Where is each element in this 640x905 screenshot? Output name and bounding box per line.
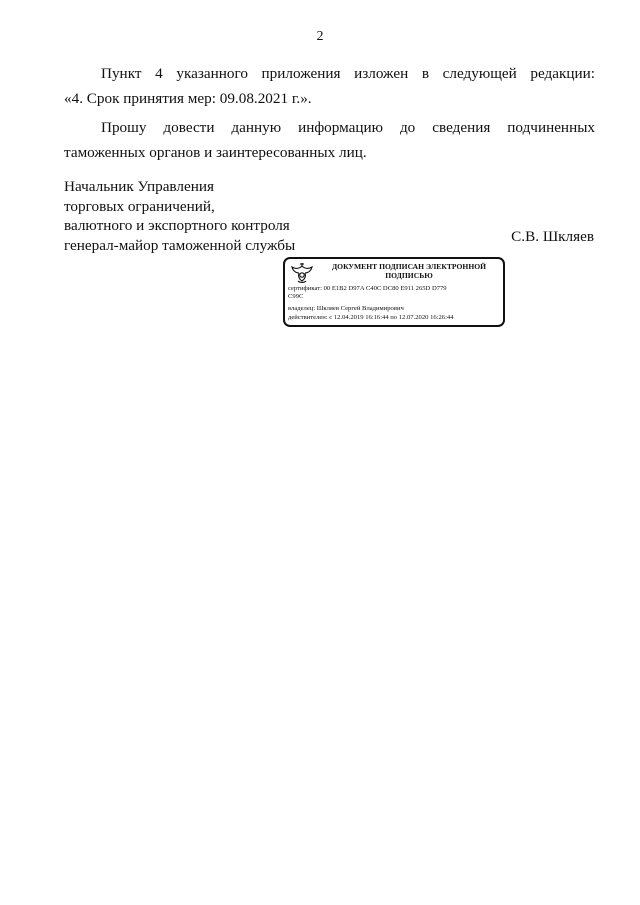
stamp-title [317,263,501,280]
stamp-certificate-line-2: C99C [288,293,304,301]
paragraph-request-line-1: Прошу довести данную информацию до сведения подчиненных [101,119,595,136]
signatory-line-3: валютного и экспортного контроля [64,217,290,234]
paragraph-amendment-line-1: Пункт 4 указанного приложения изложен в следующей редакции: [101,65,595,82]
signatory-line-1: Начальник Управления [64,178,214,195]
signatory-title [64,177,295,255]
signatory-line-4: генерал-майор таможенной службы [64,236,296,254]
stamp-title-line-1: ДОКУМЕНТ ПОДПИСАН ЭЛЕКТРОННОЙ [331,262,487,271]
paragraph-request-line-2: таможенных органов и заинтересованных лиц. [64,144,367,161]
stamp-certificate [288,285,498,301]
stamp-owner: владелец: Шкляев Сергей Владимирович [288,305,404,312]
paragraph-amendment [64,61,595,111]
stamp-certificate-line-1: сертификат: 00 E1B2 D97A C40C DC80 E911 265D D779 [288,285,447,292]
stamp-validity: действителен: с 12.04.2019 16:16:44 по 12.07.2020 16:26:44 [288,314,454,321]
page-number: 2 [316,29,324,44]
electronic-signature-stamp [283,257,505,327]
paragraph-request [64,115,595,165]
stamp-title-line-2: ПОДПИСЬЮ [385,270,433,280]
coat-of-arms-icon [289,262,315,284]
signatory-line-2: торговых ограничений, [64,197,215,215]
signer-name: С.В. Шкляев [511,228,594,245]
paragraph-amendment-line-2: «4. Срок принятия мер: 09.08.2021 г.». [64,90,312,107]
